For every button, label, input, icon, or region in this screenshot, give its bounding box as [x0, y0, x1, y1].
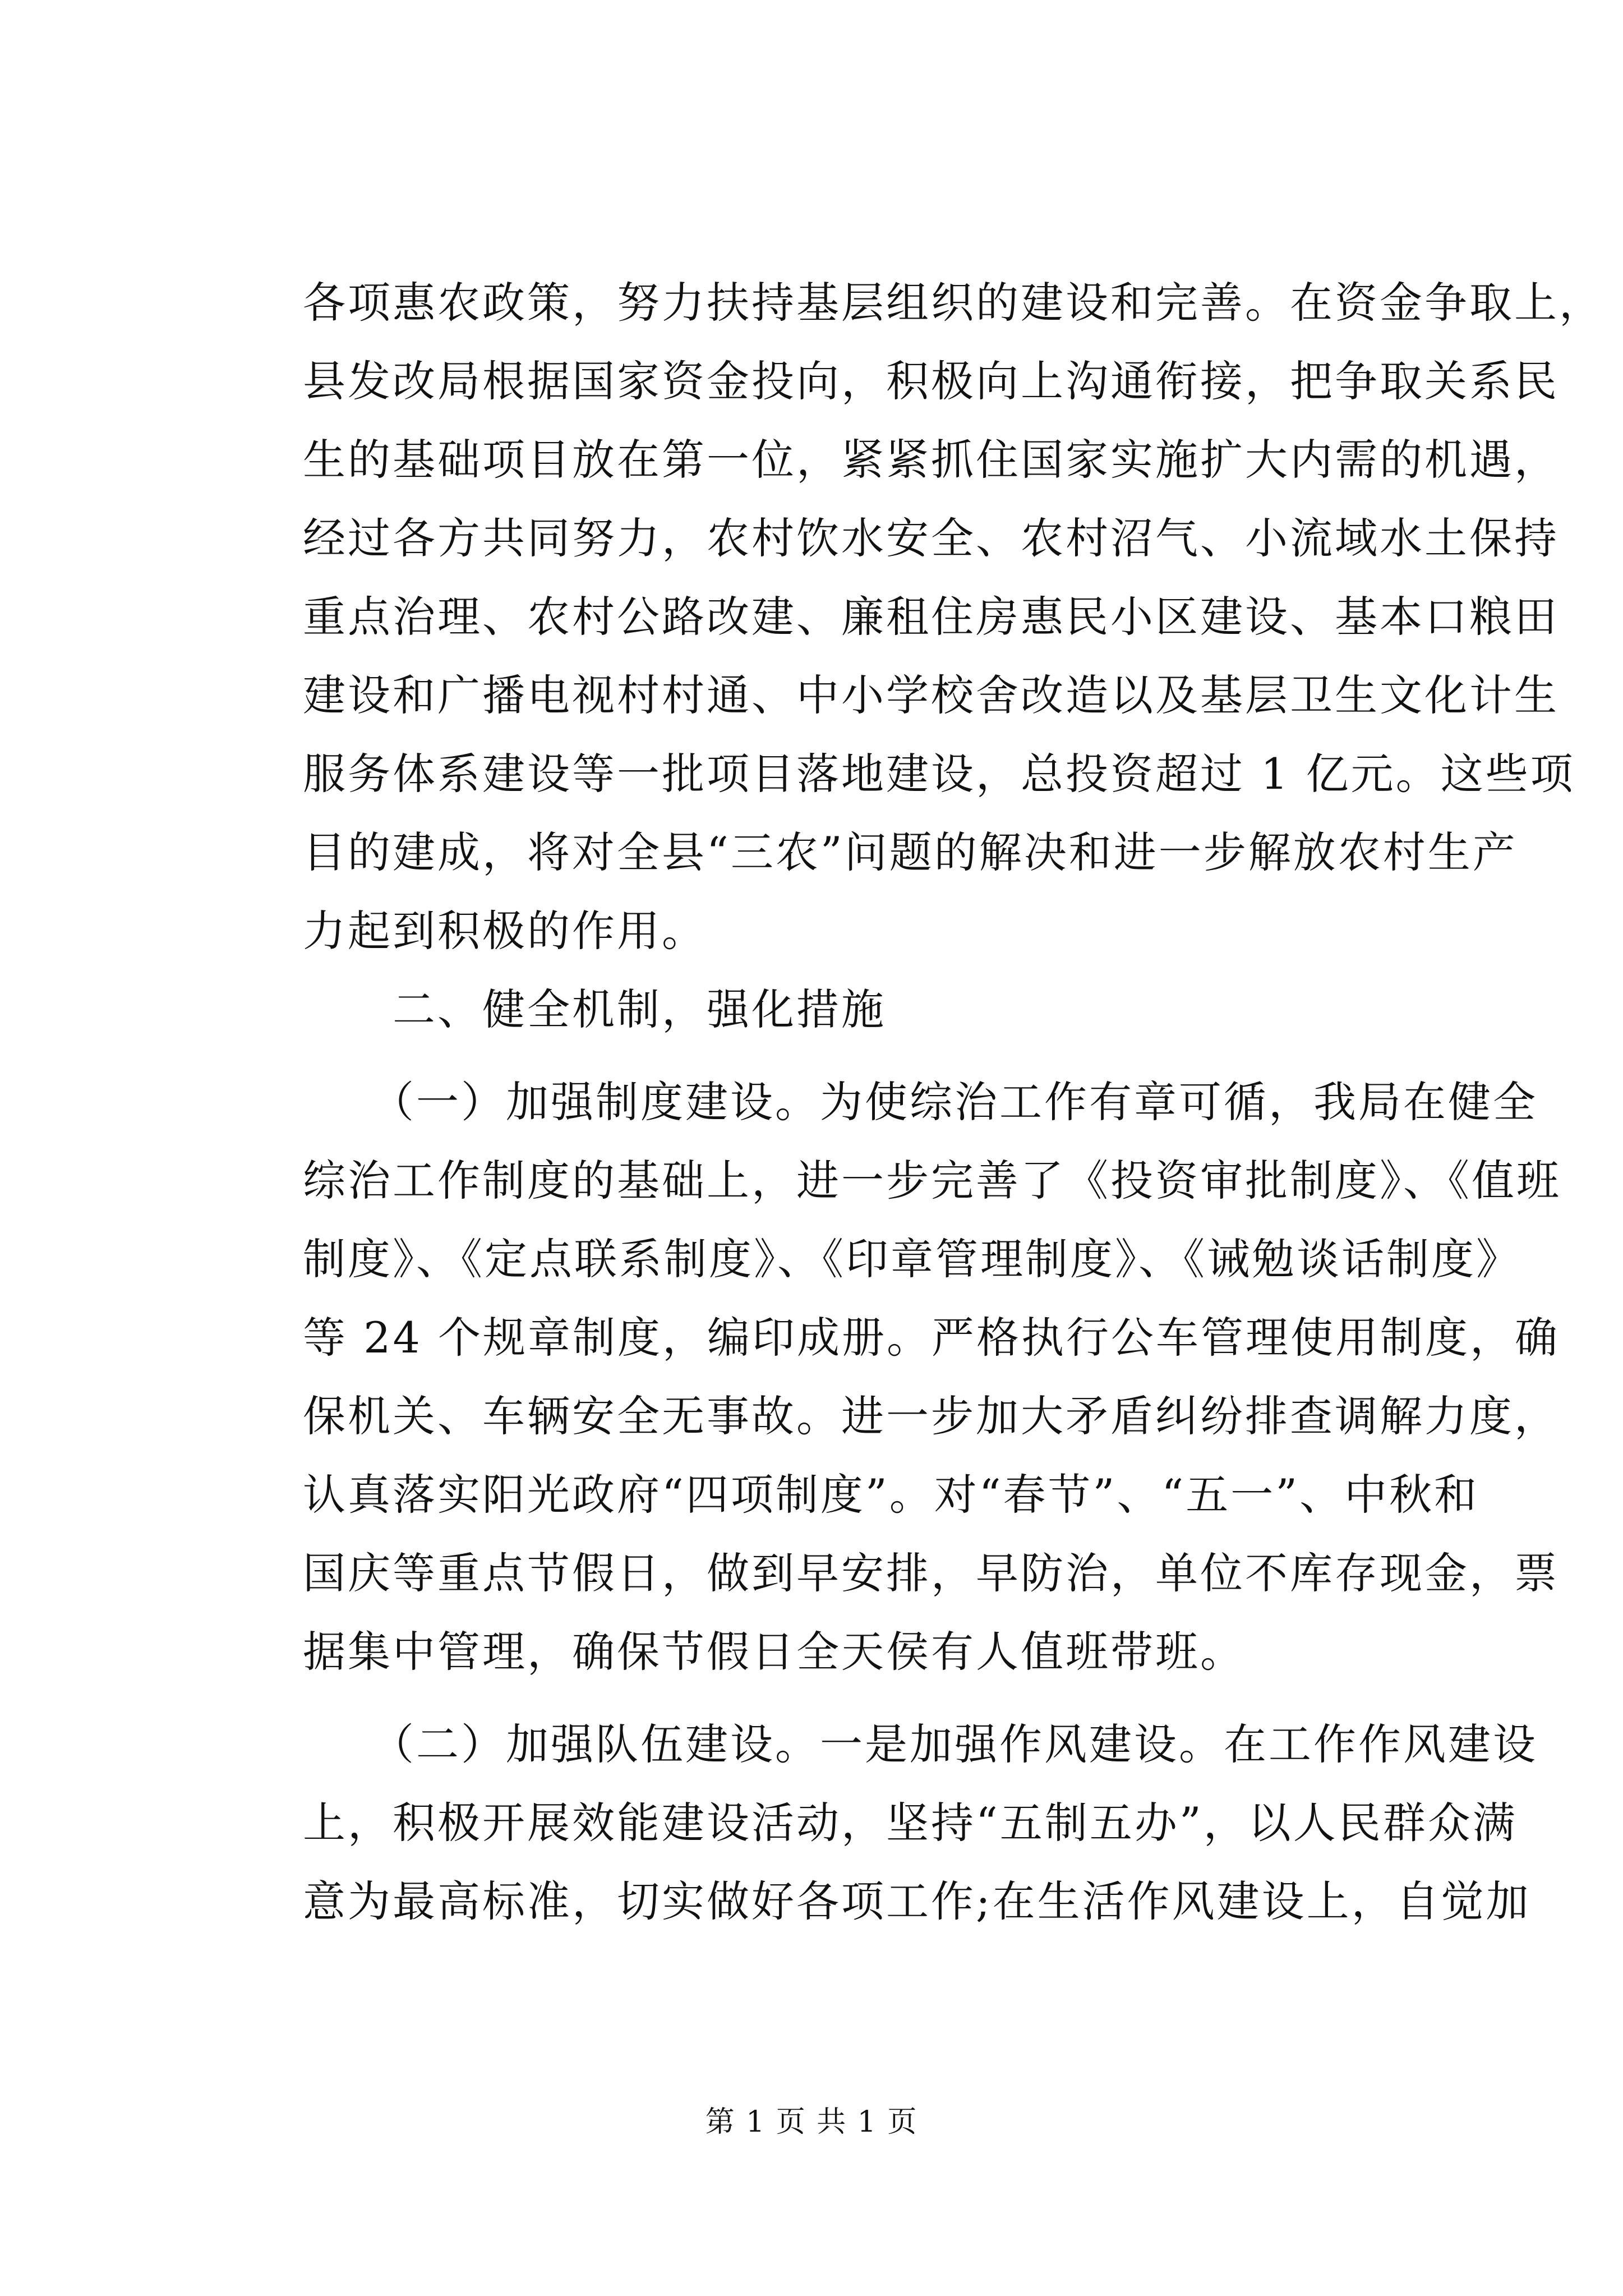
text-line: 经过各方共同努力，农村饮水安全、农村沼气、小流域水土保持: [303, 513, 1559, 563]
text-line: 目的建成，将对全县“三农”问题的解决和进一步解放农村生产: [303, 827, 1518, 877]
text-line: 意为最高标准，切实做好各项工作;在生活作风建设上，自觉加: [303, 1876, 1531, 1926]
text-line: 等 24 个规章制度，编印成册。严格执行公车管理使用制度，确: [303, 1313, 1560, 1363]
text-line: 保机关、车辆安全无事故。进一步加大矛盾纠纷排查调解力度，: [303, 1391, 1559, 1441]
text-line: 县发改局根据国家资金投向，积极向上沟通衔接，把争取关系民: [303, 356, 1559, 406]
text-line: 据集中管理，确保节假日全天侯有人值班带班。: [303, 1627, 1245, 1677]
text-line: 上，积极开展效能建设活动，坚持“五制五办”，以人民群众满: [303, 1798, 1518, 1848]
page-number-label: 第 1 页 共 1 页: [705, 2105, 918, 2139]
text-line: 生的基础项目放在第一位，紧紧抓住国家实施扩大内需的机遇，: [303, 435, 1559, 485]
text-line: 制度》、《定点联系制度》、《印章管理制度》、《诫勉谈话制度》: [303, 1234, 1521, 1284]
text-line: 各项惠农政策，努力扶持基层组织的建设和完善。在资金争取上，: [303, 278, 1604, 328]
text-line: 建设和广播电视村村通、中小学校舍改造以及基层卫生文化计生: [303, 670, 1559, 720]
document-body: [303, 264, 1604, 1941]
text-line: （二）加强队伍建设。一是加强作风建设。在工作作风建设: [303, 1719, 1538, 1769]
page-footer: [0, 2102, 1623, 2142]
text-line: 重点治理、农村公路改建、廉租住房惠民小区建设、基本口粮田: [303, 592, 1559, 642]
text-line: 服务体系建设等一批项目落地建设，总投资超过 1 亿元。这些项: [303, 749, 1575, 799]
text-line: 力起到积极的作用。: [303, 906, 707, 956]
text-line: 综治工作制度的基础上，进一步完善了《投资审批制度》、《值班: [303, 1156, 1561, 1205]
text-line: 认真落实阳光政府“四项制度”。对“春节”、“五一”、中秋和: [303, 1470, 1479, 1520]
text-line: （一）加强制度建设。为使综治工作有章可循，我局在健全: [303, 1077, 1538, 1127]
section-heading: 二、健全机制，强化措施: [303, 984, 886, 1034]
text-line: 国庆等重点节假日，做到早安排，早防治，单位不库存现金，票: [303, 1548, 1559, 1598]
